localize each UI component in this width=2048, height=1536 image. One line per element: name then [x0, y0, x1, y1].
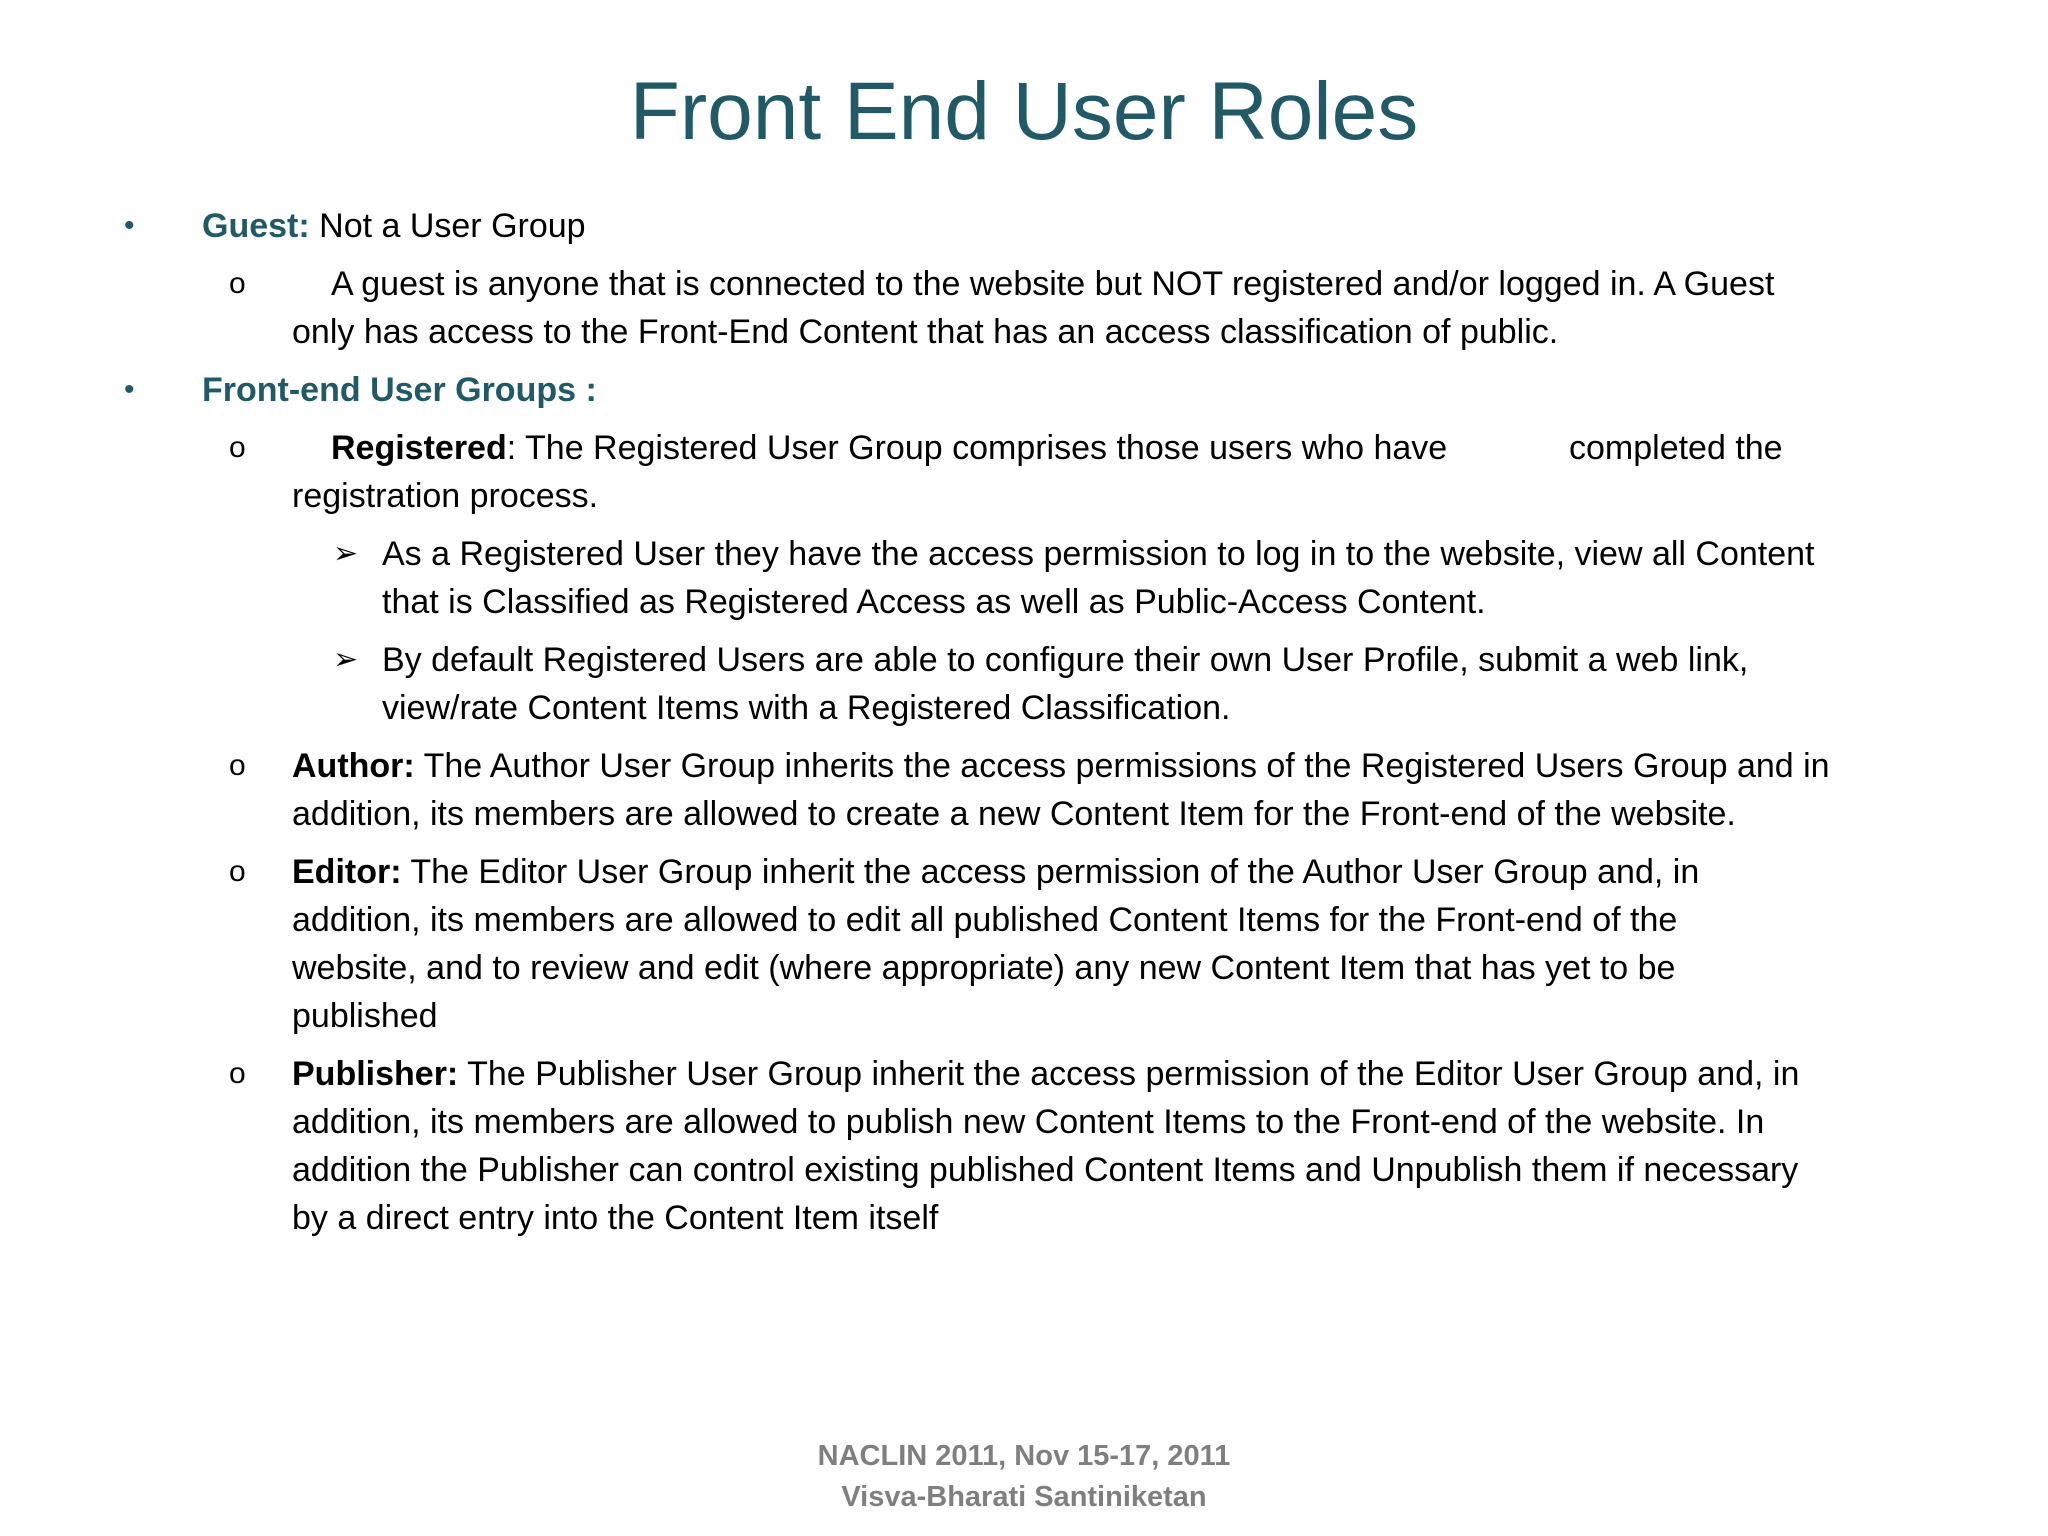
- publisher-line4: by a direct entry into the Content Item itself: [292, 1199, 939, 1237]
- slide-title: Front End User Roles: [629, 66, 1419, 157]
- registered-sub2-line1: By default Registered Users are able to configure their own User Profile, submit a web link,: [382, 641, 1749, 679]
- guest-heading: [202, 202, 586, 250]
- publisher-line3: addition the Publisher can control existing published Content Items and Unpublish them if necessary: [292, 1151, 1799, 1189]
- arrow-bullet-icon: ➢: [333, 643, 359, 676]
- author-line2: addition, its members are allowed to create a new Content Item for the Front-end of the website.: [292, 795, 1736, 833]
- guest-label: Guest:: [202, 207, 310, 245]
- registered-label: Registered: [331, 429, 507, 467]
- publisher-line1: [292, 1050, 1799, 1098]
- circle-bullet-icon: o: [229, 1057, 246, 1090]
- registered-text: : The Registered User Group comprises those users who have: [506, 429, 1448, 467]
- circle-bullet-icon: o: [229, 855, 246, 888]
- groups-heading: Front-end User Groups :: [202, 371, 597, 409]
- registered-line1b: completed the: [1569, 429, 1783, 467]
- author-label: Author:: [292, 747, 415, 785]
- bullet-icon: •: [124, 209, 135, 242]
- guest-text: Not a User Group: [309, 207, 586, 245]
- footer-line2: Visva-Bharati Santiniketan: [841, 1481, 1207, 1513]
- publisher-label: Publisher:: [292, 1055, 459, 1093]
- bullet-icon: •: [124, 373, 135, 406]
- editor-line1: [292, 848, 1699, 896]
- guest-desc-line2: only has access to the Front-End Content that has an access classification of public.: [292, 313, 1559, 351]
- footer-line1: NACLIN 2011, Nov 15-17, 2011: [817, 1440, 1231, 1472]
- editor-label: Editor:: [292, 853, 402, 891]
- guest-desc-line1: A guest is anyone that is connected to the website but NOT registered and/or logged in. A Guest: [331, 265, 1775, 303]
- editor-line2: addition, its members are allowed to edit all published Content Items for the Front-end of the: [292, 901, 1678, 939]
- registered-sub1-line2: that is Classified as Registered Access as well as Public-Access Content.: [382, 583, 1486, 621]
- publisher-text: The Publisher User Group inherit the access permission of the Editor User Group and, in: [458, 1055, 1800, 1093]
- registered-line2: registration process.: [292, 477, 599, 515]
- editor-line3: website, and to review and edit (where appropriate) any new Content Item that has yet to be: [292, 949, 1676, 987]
- publisher-line2: addition, its members are allowed to publish new Content Items to the Front-end of the website. In: [292, 1103, 1765, 1141]
- registered-sub2-line2: view/rate Content Items with a Registered Classification.: [382, 689, 1231, 727]
- circle-bullet-icon: o: [229, 431, 246, 464]
- registered-sub1-line1: As a Registered User they have the access permission to log in to the website, view all Content: [382, 535, 1815, 573]
- circle-bullet-icon: o: [229, 267, 246, 300]
- author-line1: [292, 742, 1830, 790]
- editor-line4: published: [292, 997, 438, 1035]
- registered-line1: [331, 424, 1447, 472]
- arrow-bullet-icon: ➢: [333, 537, 359, 570]
- author-text: The Author User Group inherits the access permissions of the Registered Users Group and in: [414, 747, 1830, 785]
- editor-text: The Editor User Group inherit the access permission of the Author User Group and, in: [401, 853, 1700, 891]
- circle-bullet-icon: o: [229, 749, 246, 782]
